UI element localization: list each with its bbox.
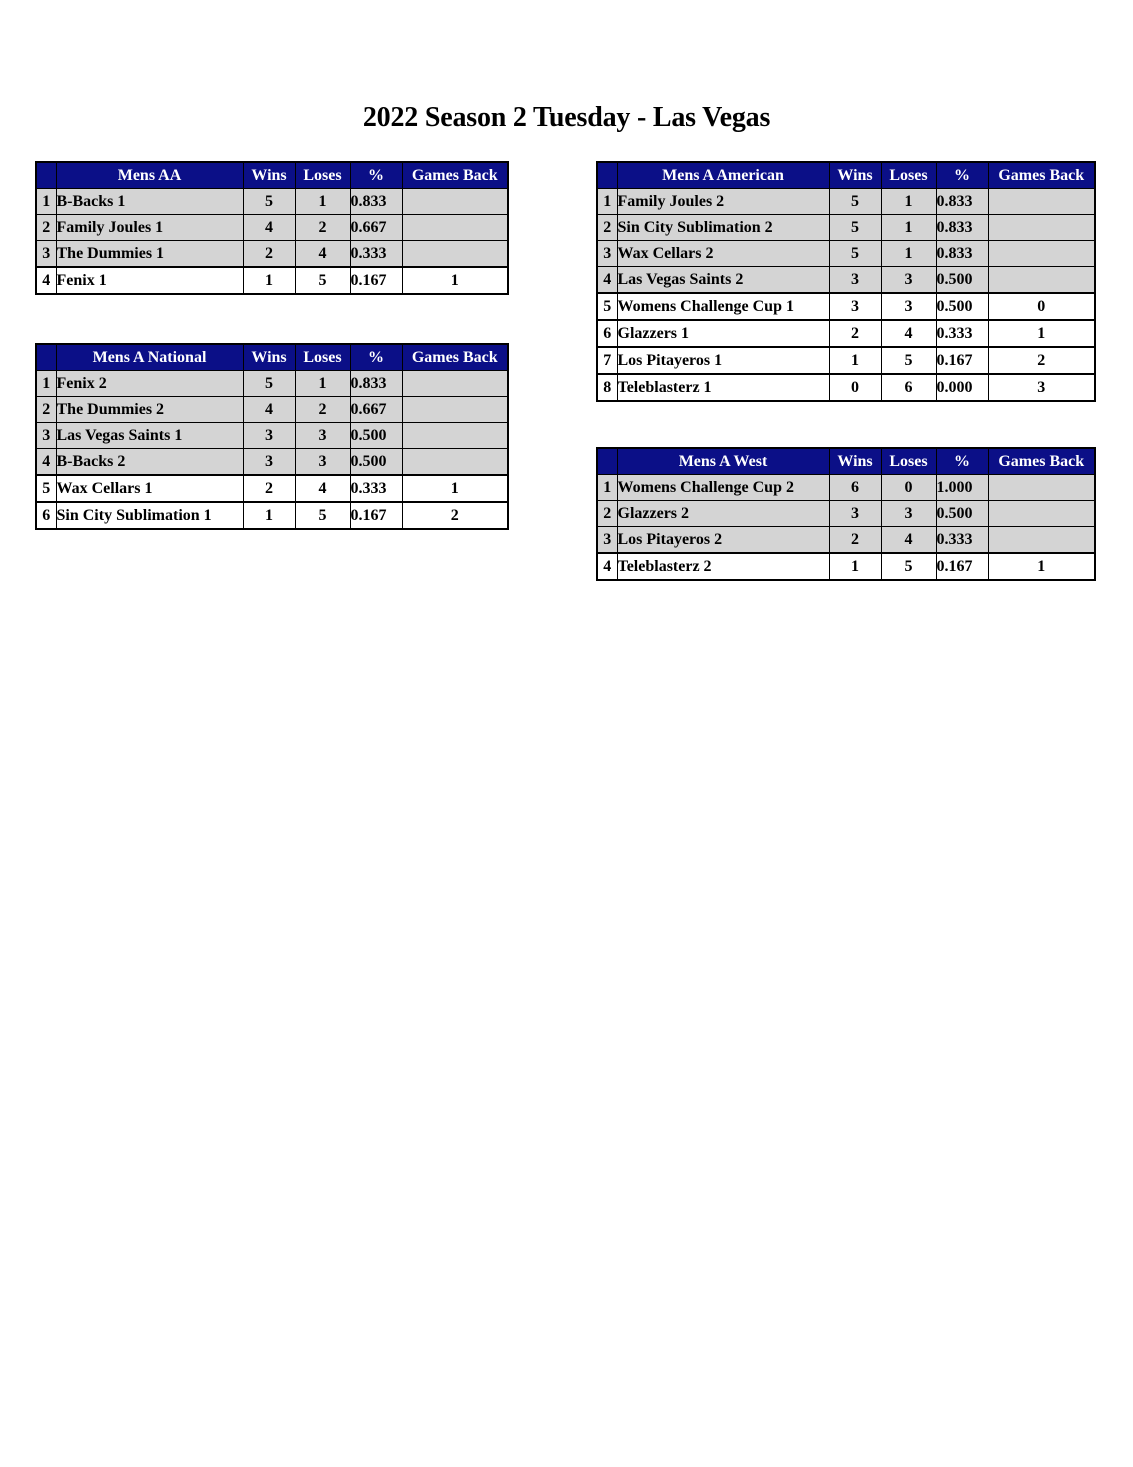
loses-cell: 5	[881, 347, 936, 374]
games-back-cell: 2	[988, 347, 1095, 374]
pct-cell: 0.500	[936, 293, 988, 320]
table-row	[597, 215, 1095, 241]
wins-cell: 2	[829, 320, 881, 347]
pct-cell: 0.500	[936, 267, 988, 294]
rank-cell: 2	[36, 215, 56, 241]
pct-cell: 0.167	[936, 347, 988, 374]
table-row	[36, 475, 508, 502]
games-back-cell	[402, 215, 508, 241]
pct-cell: 0.667	[350, 215, 402, 241]
pct-cell: 0.833	[350, 371, 402, 397]
wins-cell: 6	[829, 475, 881, 501]
standings-table-mens-a-american	[596, 161, 1096, 402]
loses-cell: 3	[295, 449, 350, 476]
games-back-cell	[988, 475, 1095, 501]
table-row	[597, 527, 1095, 554]
standings-table-mens-a-national	[35, 343, 509, 530]
table-row	[36, 189, 508, 215]
pct-header: %	[350, 162, 402, 189]
loses-cell: 4	[881, 527, 936, 554]
games-back-cell	[402, 423, 508, 449]
loses-cell: 3	[295, 423, 350, 449]
games-back-cell	[402, 371, 508, 397]
team-name-cell: Fenix 2	[56, 371, 243, 397]
wins-cell: 2	[243, 475, 295, 502]
rank-cell: 2	[597, 501, 617, 527]
team-name-cell: Teleblasterz 1	[617, 374, 829, 401]
wins-cell: 1	[243, 502, 295, 529]
games-back-header: Games Back	[402, 162, 508, 189]
loses-cell: 5	[881, 553, 936, 580]
games-back-cell: 1	[402, 475, 508, 502]
wins-cell: 3	[243, 449, 295, 476]
loses-cell: 5	[295, 267, 350, 294]
games-back-cell: 1	[988, 320, 1095, 347]
loses-cell: 1	[881, 189, 936, 215]
rank-cell: 3	[597, 241, 617, 267]
loses-cell: 3	[881, 293, 936, 320]
table-row	[597, 241, 1095, 267]
team-name-cell: B-Backs 2	[56, 449, 243, 476]
team-name-cell: Las Vegas Saints 1	[56, 423, 243, 449]
games-back-cell	[988, 527, 1095, 554]
pct-cell: 0.667	[350, 397, 402, 423]
games-back-cell	[402, 189, 508, 215]
team-name-cell: Los Pitayeros 2	[617, 527, 829, 554]
pct-header: %	[936, 162, 988, 189]
wins-cell: 1	[243, 267, 295, 294]
wins-header: Wins	[829, 162, 881, 189]
team-name-cell: Womens Challenge Cup 2	[617, 475, 829, 501]
wins-cell: 2	[243, 241, 295, 268]
team-name-cell: Wax Cellars 1	[56, 475, 243, 502]
pct-cell: 0.167	[350, 502, 402, 529]
rank-cell: 1	[597, 189, 617, 215]
wins-cell: 0	[829, 374, 881, 401]
table-row	[36, 267, 508, 294]
table-header-row	[597, 162, 1095, 189]
page-title: 2022 Season 2 Tuesday - Las Vegas	[362, 102, 771, 133]
rank-cell: 5	[597, 293, 617, 320]
wins-cell: 5	[829, 189, 881, 215]
standings-table-mens-a-west	[596, 447, 1096, 581]
wins-cell: 1	[829, 553, 881, 580]
wins-cell: 3	[829, 293, 881, 320]
games-back-cell	[402, 397, 508, 423]
loses-cell: 5	[295, 502, 350, 529]
table-row	[597, 347, 1095, 374]
loses-cell: 1	[295, 371, 350, 397]
wins-cell: 4	[243, 215, 295, 241]
table-row	[36, 397, 508, 423]
team-name-cell: Las Vegas Saints 2	[617, 267, 829, 294]
standings-table-mens-aa	[35, 161, 509, 295]
table-row	[36, 215, 508, 241]
team-name-cell: B-Backs 1	[56, 189, 243, 215]
pct-cell: 0.833	[936, 215, 988, 241]
rank-cell: 3	[36, 423, 56, 449]
wins-cell: 3	[829, 501, 881, 527]
team-name-cell: Sin City Sublimation 2	[617, 215, 829, 241]
rank-cell: 2	[36, 397, 56, 423]
games-back-cell	[402, 241, 508, 268]
loses-cell: 4	[295, 241, 350, 268]
rank-cell: 1	[36, 371, 56, 397]
table-row	[36, 423, 508, 449]
table-row	[597, 374, 1095, 401]
pct-cell: 0.833	[936, 189, 988, 215]
division-name-header: Mens A West	[617, 448, 829, 475]
table-row	[36, 241, 508, 268]
team-name-cell: Sin City Sublimation 1	[56, 502, 243, 529]
table-row	[597, 320, 1095, 347]
wins-header: Wins	[243, 344, 295, 371]
pct-cell: 0.833	[936, 241, 988, 267]
team-name-cell: Fenix 1	[56, 267, 243, 294]
rank-cell: 4	[36, 449, 56, 476]
loses-cell: 1	[881, 241, 936, 267]
rank-cell: 4	[597, 553, 617, 580]
wins-cell: 1	[829, 347, 881, 374]
loses-cell: 3	[881, 501, 936, 527]
games-back-cell	[988, 241, 1095, 267]
games-back-header: Games Back	[988, 448, 1095, 475]
wins-cell: 5	[243, 189, 295, 215]
games-back-cell: 0	[988, 293, 1095, 320]
loses-cell: 2	[295, 215, 350, 241]
table-row	[36, 371, 508, 397]
pct-cell: 0.000	[936, 374, 988, 401]
table-row	[36, 502, 508, 529]
loses-header: Loses	[295, 162, 350, 189]
loses-cell: 0	[881, 475, 936, 501]
rank-cell: 2	[597, 215, 617, 241]
team-name-cell: Family Joules 1	[56, 215, 243, 241]
pct-cell: 0.333	[936, 527, 988, 554]
table-row	[597, 189, 1095, 215]
loses-cell: 4	[881, 320, 936, 347]
games-back-cell: 3	[988, 374, 1095, 401]
games-back-cell	[988, 267, 1095, 294]
loses-header: Loses	[881, 448, 936, 475]
wins-cell: 2	[829, 527, 881, 554]
rank-cell: 6	[36, 502, 56, 529]
rank-cell: 5	[36, 475, 56, 502]
rank-cell: 7	[597, 347, 617, 374]
wins-header: Wins	[243, 162, 295, 189]
games-back-cell	[988, 189, 1095, 215]
team-name-cell: Los Pitayeros 1	[617, 347, 829, 374]
wins-cell: 5	[243, 371, 295, 397]
games-back-header: Games Back	[402, 344, 508, 371]
loses-cell: 1	[295, 189, 350, 215]
rank-cell: 4	[597, 267, 617, 294]
games-back-header: Games Back	[988, 162, 1095, 189]
rank-cell: 8	[597, 374, 617, 401]
rank-cell: 3	[36, 241, 56, 268]
rank-cell: 6	[597, 320, 617, 347]
loses-cell: 2	[295, 397, 350, 423]
games-back-cell: 2	[402, 502, 508, 529]
games-back-cell: 1	[988, 553, 1095, 580]
table-row	[597, 293, 1095, 320]
rank-header	[597, 162, 617, 189]
table-row	[597, 501, 1095, 527]
loses-cell: 3	[881, 267, 936, 294]
team-name-cell: The Dummies 1	[56, 241, 243, 268]
games-back-cell: 1	[402, 267, 508, 294]
table-row	[597, 553, 1095, 580]
team-name-cell: The Dummies 2	[56, 397, 243, 423]
wins-cell: 3	[243, 423, 295, 449]
loses-cell: 1	[881, 215, 936, 241]
loses-cell: 6	[881, 374, 936, 401]
loses-cell: 4	[295, 475, 350, 502]
team-name-cell: Glazzers 2	[617, 501, 829, 527]
division-name-header: Mens AA	[56, 162, 243, 189]
pct-cell: 0.500	[936, 501, 988, 527]
team-name-cell: Glazzers 1	[617, 320, 829, 347]
team-name-cell: Wax Cellars 2	[617, 241, 829, 267]
team-name-cell: Family Joules 2	[617, 189, 829, 215]
rank-cell: 1	[597, 475, 617, 501]
rank-cell: 4	[36, 267, 56, 294]
pct-cell: 0.333	[936, 320, 988, 347]
pct-header: %	[936, 448, 988, 475]
pct-cell: 1.000	[936, 475, 988, 501]
wins-cell: 3	[829, 267, 881, 294]
wins-cell: 5	[829, 215, 881, 241]
division-name-header: Mens A American	[617, 162, 829, 189]
rank-header	[36, 344, 56, 371]
wins-header: Wins	[829, 448, 881, 475]
team-name-cell: Teleblasterz 2	[617, 553, 829, 580]
wins-cell: 4	[243, 397, 295, 423]
rank-header	[36, 162, 56, 189]
table-row	[597, 267, 1095, 294]
table-header-row	[597, 448, 1095, 475]
wins-cell: 5	[829, 241, 881, 267]
division-name-header: Mens A National	[56, 344, 243, 371]
loses-header: Loses	[295, 344, 350, 371]
pct-cell: 0.833	[350, 189, 402, 215]
pct-cell: 0.333	[350, 241, 402, 268]
pct-cell: 0.500	[350, 423, 402, 449]
rank-cell: 3	[597, 527, 617, 554]
team-name-cell: Womens Challenge Cup 1	[617, 293, 829, 320]
games-back-cell	[402, 449, 508, 476]
loses-header: Loses	[881, 162, 936, 189]
pct-cell: 0.333	[350, 475, 402, 502]
pct-cell: 0.167	[936, 553, 988, 580]
games-back-cell	[988, 215, 1095, 241]
rank-cell: 1	[36, 189, 56, 215]
rank-header	[597, 448, 617, 475]
table-row	[597, 475, 1095, 501]
table-header-row	[36, 162, 508, 189]
table-row	[36, 449, 508, 476]
games-back-cell	[988, 501, 1095, 527]
pct-cell: 0.500	[350, 449, 402, 476]
table-header-row	[36, 344, 508, 371]
pct-header: %	[350, 344, 402, 371]
pct-cell: 0.167	[350, 267, 402, 294]
